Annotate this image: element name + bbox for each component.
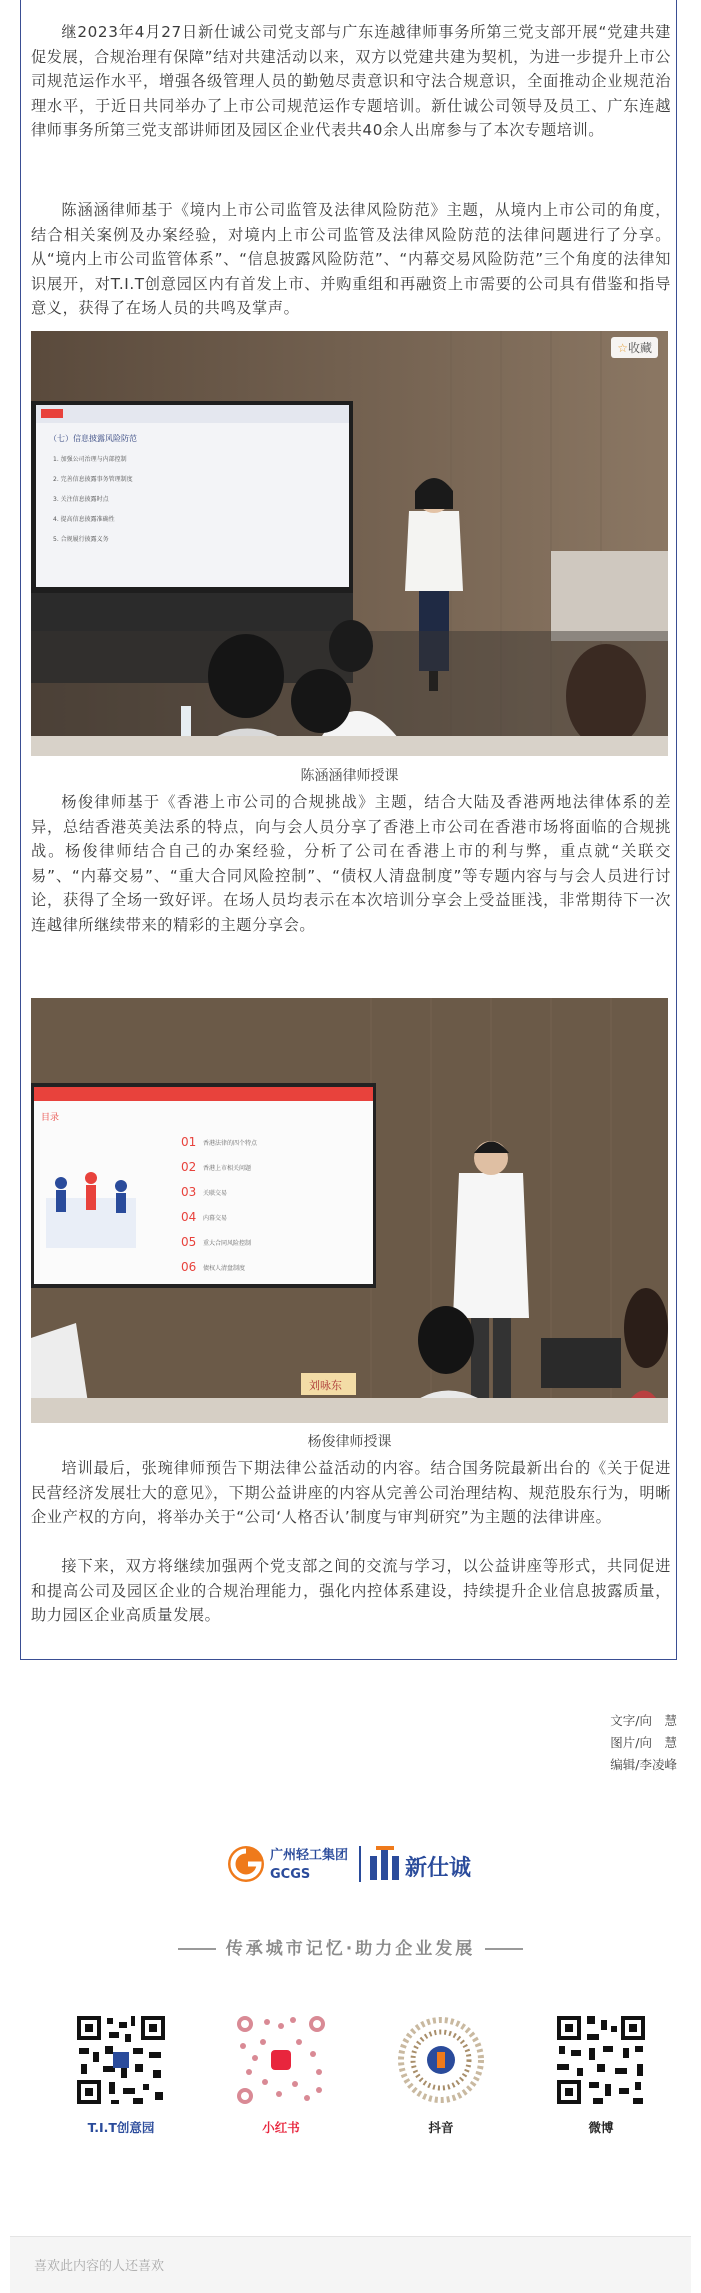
slide-item-text: 重大合同风险控制 — [203, 1240, 252, 1247]
divider — [178, 1948, 216, 1950]
divider — [485, 1948, 523, 1950]
slide-item-text: 内幕交易 — [203, 1215, 228, 1222]
slogan: 传承城市记忆·助力企业发展 — [0, 1934, 701, 1959]
paragraph-chen: 陈涵涵律师基于《境内上市公司监管及法律风险防范》主题，从境内上市公司的角度，结合相关案例及办案经验，对境内上市公司监管及法律风险防范的法律问题进行了分享。从“境内上市公司监管体系”、“信息披露风险防范”、“内幕交易风险防范”三个角度的法律知识展开，对T.I.T创意园区内有首发上市、并购重组和再融资上市需要的公司具有借鉴和指导意义，获得了在场人员的共鸣及掌声。 — [31, 201, 671, 317]
xinshicheng-logo-icon — [370, 1846, 399, 1880]
company-name: 新仕诚 — [405, 1856, 472, 1881]
tit-logo-icon: T.I.T创意园 — [87, 2120, 155, 2135]
qr-code-icon — [233, 2012, 329, 2108]
xiaohongshu-icon: 小红书 — [262, 2120, 300, 2135]
photo-chen-lecture — [31, 331, 668, 756]
douyin-icon: 抖音 — [428, 2120, 454, 2135]
brand-logo-row — [0, 1842, 701, 1886]
slide-illustration — [46, 1172, 136, 1248]
slide-item-text: 关联交易 — [203, 1190, 228, 1197]
qr-code-icon — [73, 2012, 169, 2108]
credit-image: 图片/向 慧 — [610, 1735, 677, 1750]
qr-douyin[interactable] — [386, 2012, 496, 2136]
credits — [610, 1710, 677, 1776]
photo-chen-image — [31, 331, 668, 756]
paragraph-next-steps: 接下来，双方将继续加强两个党支部之间的交流与学习，以公益讲座等形式，共同促进和提高公司及园区企业的合规治理能力，强化内控体系建设，持续提升企业信息披露质量，助力园区企业高质量发展。 — [31, 1557, 671, 1624]
slide-line: 4. 提高信息披露准确性 — [53, 516, 115, 523]
slide-item-text: 香港法律的四个特点 — [203, 1140, 258, 1147]
name-card: 刘咏东 — [309, 1379, 342, 1392]
slide-line: 1. 加强公司治理与内部控制 — [53, 456, 127, 463]
recommendation-label: 喜欢此内容的人还喜欢 — [34, 2259, 165, 2274]
slide-item-num: 03 — [181, 1185, 197, 1199]
slide-line: 3. 关注信息披露时点 — [53, 496, 109, 503]
slide-item-num: 05 — [181, 1235, 197, 1249]
credit-text: 文字/向 慧 — [610, 1713, 677, 1728]
paragraph-yang: 杨俊律师基于《香港上市公司的合规挑战》主题，结合大陆及香港两地法律体系的差异，总结香港英美法系的特点，向与会人员分享了香港上市公司在香港市场将面临的合规挑战。杨俊律师结合自己的办案经验，分析了公司在香港上市的利与弊，重点就“关联交易”、“内幕交易”、“重大合同风险控制”、“债权人清盘制度”等专题内容与与会人员进行讨论，获得了全场一致好评。在场人员均表示在本次培训分享会上受益匪浅，非常期待下一次连越律所继续带来的精彩的主题分享会。 — [31, 793, 671, 934]
slide-item-num: 04 — [181, 1210, 197, 1224]
slide-line: 5. 合规履行披露义务 — [53, 536, 109, 543]
gcgs-logo-icon — [228, 1846, 264, 1882]
photo-yang-image — [31, 998, 668, 1423]
star-icon: ☆ — [617, 341, 628, 355]
slide-title: （七）信息披露风险防范 — [49, 434, 137, 443]
photo-caption-yang: 杨俊律师授课 — [307, 1434, 392, 1450]
collect-button[interactable]: ☆收藏 — [611, 337, 658, 358]
photo-caption-chen: 陈涵涵律师授课 — [300, 768, 399, 784]
slide-item-text: 债权人清盘制度 — [203, 1265, 246, 1272]
qr-code-icon — [553, 2012, 649, 2108]
recommendation-bar[interactable] — [10, 2236, 691, 2293]
qr-tit[interactable] — [66, 2012, 176, 2136]
slide-item-text: 香港上市相关问题 — [203, 1165, 252, 1172]
photo-yang-lecture — [31, 998, 668, 1423]
paragraph-intro: 继2023年4月27日新仕诚公司党支部与广东连越律师事务所第三党支部开展“党建共建促发展，合规治理有保障”结对共建活动以来，双方以党建共建为契机，为进一步提升上市公司规范运作水平，增强各级管理人员的勤勉尽责意识和守法合规意识，全面推动企业规范治理水平，于近日共同举办了上市公司规范运作专题培训。新仕诚公司领导及员工、广东连越律师事务所第三党支部讲师团及园区企业代表共40余人出席参与了本次专题培训。 — [31, 23, 671, 139]
credit-editor: 编辑/李凌峰 — [610, 1757, 677, 1772]
qr-code-icon — [393, 2012, 489, 2108]
weibo-icon: 微博 — [588, 2120, 614, 2135]
slide-line: 2. 完善信息披露事务管理制度 — [53, 476, 133, 483]
group-name: 广州轻工集团 — [270, 1848, 349, 1863]
group-abbr: GCGS — [270, 1867, 311, 1882]
qr-xiaohongshu[interactable] — [226, 2012, 336, 2136]
slide-item-num: 01 — [181, 1135, 197, 1149]
paragraph-closing: 培训最后，张琬律师预告下期法律公益活动的内容。结合国务院最新出台的《关于促进民营经济发展壮大的意见》，下期公益讲座的内容从完善公司治理结构、规范股东行为，明晰企业产权的方向，将举办关于“公司‘人格否认’制度与审判研究”为主题的法律讲座。 — [31, 1459, 671, 1526]
qr-weibo[interactable] — [546, 2012, 656, 2136]
slide-header: 目录 — [41, 1113, 60, 1123]
slide-item-num: 02 — [181, 1160, 197, 1174]
slide-item-num: 06 — [181, 1260, 197, 1274]
